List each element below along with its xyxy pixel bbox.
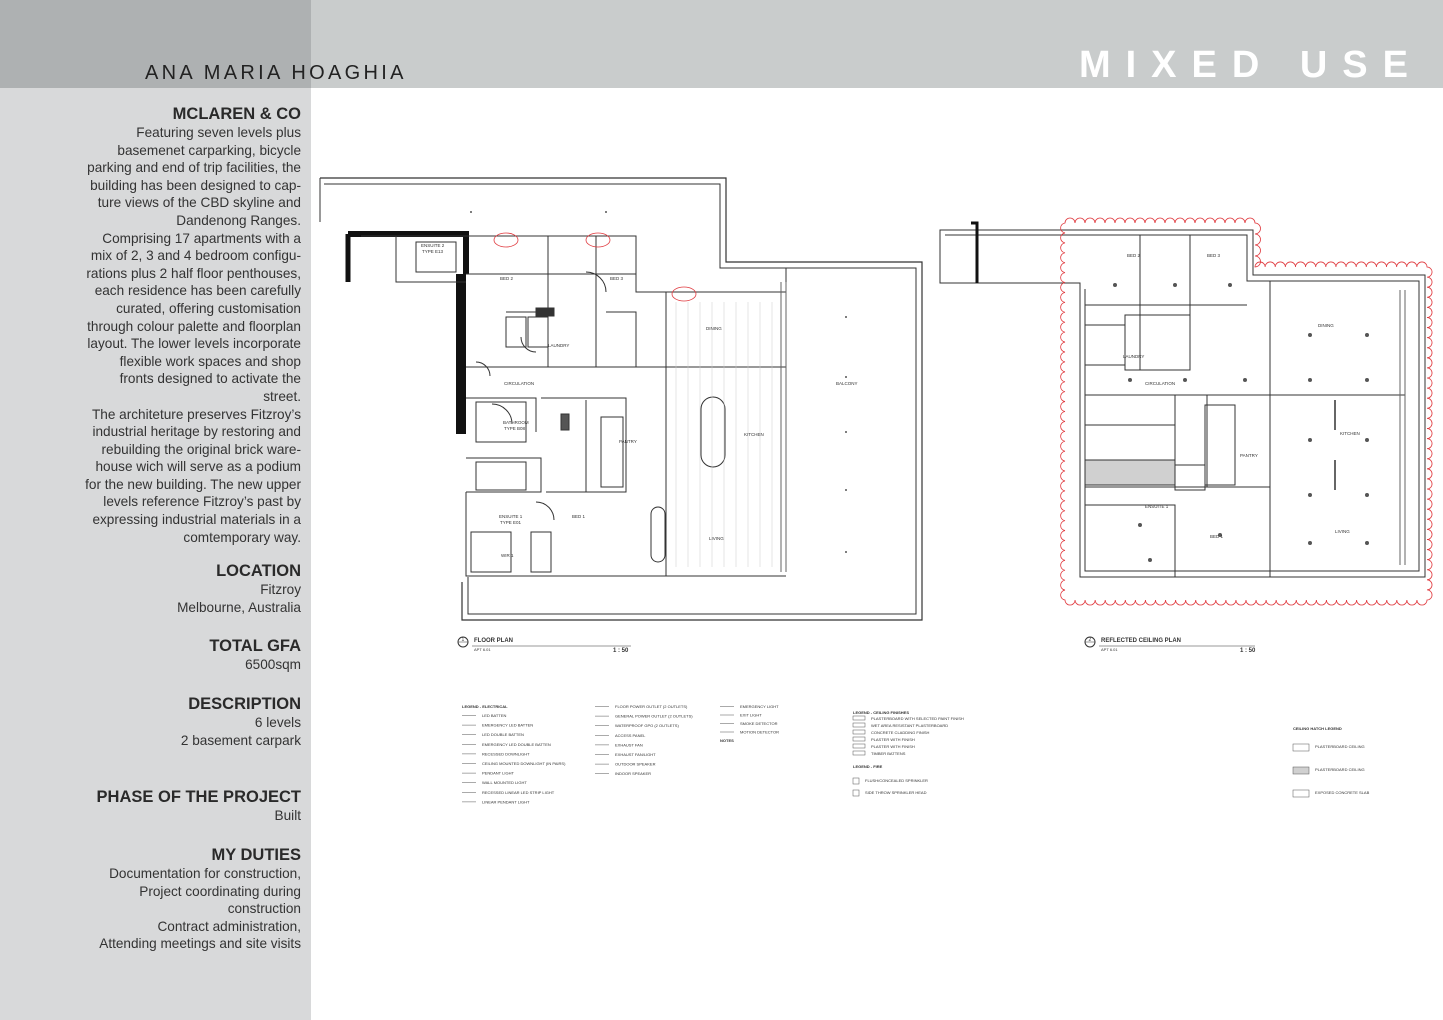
- legend-item: WALL MOUNTED LIGHT: [482, 780, 527, 786]
- legends-block: [455, 700, 1435, 830]
- description-line: rebuilding the original brick ware-: [101, 441, 301, 457]
- description-line: levels reference Fitzroy’s past by: [103, 494, 301, 510]
- project-title: MCLAREN & CO: [172, 105, 301, 123]
- cp-room-bed2: BED 2: [1127, 253, 1141, 258]
- legend-item: CEILING MOUNTED DOWNLIGHT (IN PAIRS): [482, 761, 566, 766]
- legend-item: LED DOUBLE BATTEN: [482, 732, 524, 738]
- location-city: Fitzroy: [260, 582, 301, 597]
- legend-item: SMOKE DETECTOR: [740, 721, 778, 726]
- location-heading: LOCATION: [216, 562, 301, 580]
- author-name: ANA MARIA HOAGHIA: [145, 62, 407, 84]
- legend-symbol: [853, 778, 859, 784]
- duties-list: [61, 865, 301, 953]
- fp-room-bed1: BED 1: [572, 514, 586, 519]
- description-line: house wich will serve as a podium: [95, 459, 301, 475]
- description-line: Dandenong Ranges.: [176, 212, 301, 228]
- legend-item: PLASTER WITH FINISH: [871, 737, 915, 742]
- description-line: industrial heritage by restoring and: [92, 424, 301, 440]
- legend-item: CONCRETE CLADDING FINISH: [871, 730, 930, 735]
- legend-symbol: [1293, 790, 1309, 797]
- cp-room-laundry: LAUNDRY: [1123, 354, 1145, 359]
- legend-item: GENERAL POWER OUTLET (2 OUTLETS): [615, 713, 693, 719]
- duty-line: Project coordinating during: [139, 883, 301, 899]
- revision-cloud: [1061, 218, 1432, 605]
- description-line: ture views of the CBD skyline and: [97, 195, 301, 211]
- legend-item: PENDANT LIGHT: [482, 770, 514, 776]
- fp-room-bed2: BED 2: [500, 276, 514, 281]
- gfa-section: [61, 636, 301, 674]
- fp-room-living: LIVING: [709, 536, 724, 541]
- description-line: through colour palette and floorplan: [87, 318, 301, 334]
- duties-heading: MY DUTIES: [211, 846, 301, 864]
- legend-item: SIDE THROW SPRINKLER HEAD: [865, 790, 927, 795]
- legend-item: FLOOR POWER OUTLET (2 OUTLETS): [615, 704, 688, 709]
- fp-room-ensuite2: ENSUITE 2: [421, 243, 445, 248]
- category-title: MIXED USE: [1078, 44, 1423, 86]
- legend-ceiling-finishes-list: [853, 716, 964, 756]
- gfa-value: 6500sqm: [245, 657, 301, 672]
- legend-item: WATERPROOF GPO (2 OUTLETS): [615, 723, 679, 729]
- duty-line: construction: [227, 901, 301, 917]
- legend-item: RECESSED LINEAR LED STRIP LIGHT: [482, 789, 555, 795]
- legend-symbol: [853, 716, 865, 720]
- phase-section: [61, 787, 301, 825]
- description-line: for the new building. The new upper: [85, 476, 301, 492]
- project-description: [61, 124, 301, 546]
- legend-item: EXHAUST FAN/LIGHT: [615, 752, 656, 757]
- description-line: Comprising 17 apartments with a: [102, 230, 301, 246]
- description-basement: 2 basement carpark: [180, 732, 301, 748]
- duty-line: Documentation for construction,: [109, 866, 301, 881]
- legend-item: EMERGENCY LIGHT: [740, 704, 779, 709]
- description-levels: 6 levels: [254, 715, 301, 730]
- legend-item: EMERGENCY LED BATTEN: [482, 722, 534, 728]
- duty-line: Attending meetings and site visits: [99, 936, 301, 952]
- cp-room-kitchen: KITCHEN: [1340, 431, 1360, 436]
- legend-ceiling-hatch-title: CEILING HATCH LEGEND: [1293, 726, 1342, 731]
- location-section: [61, 561, 301, 616]
- legend-item: PLASTERBOARD CEILING: [1315, 744, 1365, 749]
- project-section: [61, 104, 301, 546]
- fp-room-bathroom-type: TYPE B08: [504, 426, 526, 431]
- ceiling-plan-scale: 1 : 50: [1240, 648, 1256, 654]
- cp-room-bed1: BED 1: [1210, 534, 1224, 539]
- fp-room-circulation: CIRCULATION: [504, 381, 535, 386]
- cp-room-pantry: PANTRY: [1240, 453, 1258, 458]
- legend-fire-title: LEGEND - FIRE: [853, 764, 883, 769]
- description-line: building has been designed to cap-: [90, 177, 301, 193]
- cp-room-living: LIVING: [1335, 529, 1350, 534]
- ceiling-plan-drawing: [935, 205, 1435, 660]
- description-line: mix of 2, 3 and 4 bedroom configu-: [90, 248, 301, 264]
- legend-item: EXIT LIGHT: [740, 712, 762, 718]
- legend-fire-list: [853, 778, 928, 796]
- legend-symbol: [853, 730, 865, 734]
- legend-item: LED BATTEN: [482, 713, 507, 718]
- legend-ceiling-finishes-title: LEGEND - CEILING FINISHES: [853, 710, 910, 715]
- description-line: rations plus 2 half floor penthouses,: [86, 265, 301, 281]
- legend-item: EXPOSED CONCRETE SLAB: [1315, 790, 1370, 795]
- fp-room-pantry: PANTRY: [619, 439, 637, 444]
- legend-ceiling-hatch-list: [1293, 744, 1370, 797]
- fp-room-ensuite1-type: TYPE E01: [500, 520, 522, 525]
- fp-room-dining: DINING: [706, 326, 722, 331]
- svg-text:2: 2: [1088, 637, 1092, 643]
- cp-room-bed3: BED 3: [1207, 253, 1221, 258]
- phase-value: Built: [274, 808, 301, 823]
- description-line: The architeture preserves Fitzroy’s: [91, 406, 301, 422]
- legend-symbol: [1293, 767, 1309, 774]
- legend-item: PLASTER WITH FINISH: [871, 744, 915, 749]
- legend-symbol: [1293, 744, 1309, 751]
- fp-room-ensuite1: ENSUITE 1: [499, 514, 523, 519]
- ceiling-plan-title-block: [1085, 637, 1256, 654]
- legend-item: PLASTERBOARD CEILING: [1315, 767, 1365, 772]
- legend-item: INDOOR SPEAKER: [615, 771, 652, 777]
- fp-room-laundry: LAUNDRY: [548, 343, 570, 348]
- legend-item: EMERGENCY LED DOUBLE BATTEN: [482, 741, 551, 747]
- legend-item: RECESSED DOWNLIGHT: [482, 751, 530, 757]
- duties-section: [61, 845, 301, 953]
- thick-wall: [456, 274, 466, 434]
- phase-heading: PHASE OF THE PROJECT: [96, 788, 301, 806]
- legend-electrical-list: [462, 713, 566, 804]
- description-line: street.: [263, 388, 301, 404]
- description-line: fronts designed to activate the: [119, 371, 301, 387]
- description-section: [61, 694, 301, 749]
- description-line: Featuring seven levels plus: [136, 125, 301, 140]
- description-line: basemenet carparking, bicycle: [117, 142, 301, 158]
- ceiling-plan-ref: APT 6.01: [1101, 647, 1118, 652]
- legend-electrical-list-2: [595, 704, 693, 776]
- legend-electrical-title: LEGEND - ELECTRICAL: [462, 704, 508, 709]
- floor-plan-title: FLOOR PLAN: [474, 638, 513, 644]
- legend-symbol: [853, 723, 865, 727]
- floor-plan-title-block: [458, 637, 631, 654]
- duty-line: Contract administration,: [157, 918, 301, 934]
- description-line: parking and end of trip facilities, the: [87, 160, 301, 176]
- legend-symbol: [853, 744, 865, 748]
- legend-item: OUTDOOR SPEAKER: [615, 761, 656, 767]
- fp-room-bathroom: BATHROOM: [503, 420, 529, 425]
- floor-plan-drawing: [316, 172, 931, 662]
- cp-room-ensuite1: ENSUITE 1: [1145, 504, 1169, 509]
- floor-plan-scale: 1 : 50: [613, 648, 629, 654]
- cp-room-dining: DINING: [1318, 323, 1334, 328]
- cp-room-circulation: CIRCULATION: [1145, 381, 1176, 386]
- legend-electrical-list-3: [720, 704, 779, 735]
- legend-notes-title: NOTES: [720, 738, 734, 743]
- fp-room-ensuite2-type: TYPE E13: [422, 249, 444, 254]
- fp-room-wir1: WIR 1: [501, 553, 514, 558]
- legend-item: WET AREA RESISTANT PLASTERBOARD: [871, 723, 949, 728]
- legend-item: MOTION DETECTOR: [740, 729, 780, 735]
- fp-room-kitchen: KITCHEN: [744, 432, 764, 437]
- legend-item: PLASTERBOARD WITH SELECTED PAINT FINISH: [871, 716, 964, 721]
- description-line: flexible work spaces and shop: [119, 353, 301, 369]
- description-line: expressing industrial materials in a: [92, 512, 301, 528]
- description-line: each residence has been carefully: [94, 283, 301, 299]
- fp-room-balcony: BALCONY: [836, 381, 858, 386]
- floor-plan-ref: APT 6.01: [474, 647, 491, 652]
- fp-room-bed3: BED 3: [610, 276, 624, 281]
- description-heading: DESCRIPTION: [188, 695, 301, 713]
- location-region: Melbourne, Australia: [177, 599, 301, 615]
- description-line: comtemporary way.: [183, 529, 301, 545]
- legend-item: EXHAUST FAN: [615, 742, 643, 748]
- ceiling-plan-title: REFLECTED CEILING PLAN: [1101, 638, 1182, 644]
- legend-item: FLUSH/CONCEALED SPRINKLER: [865, 778, 928, 783]
- legend-symbol: [853, 737, 865, 741]
- legend-item: TIMBER BATTENS: [871, 751, 906, 756]
- gfa-heading: TOTAL GFA: [209, 637, 301, 655]
- legend-item: ACCESS PANEL: [615, 732, 646, 738]
- legend-item: LINEAR PENDANT LIGHT: [482, 799, 530, 805]
- svg-text:1: 1: [461, 637, 465, 643]
- description-line: curated, offering customisation: [116, 300, 301, 316]
- legend-symbol: [853, 751, 865, 755]
- description-line: layout. The lower levels incorporate: [87, 336, 301, 352]
- legend-symbol: [853, 790, 859, 796]
